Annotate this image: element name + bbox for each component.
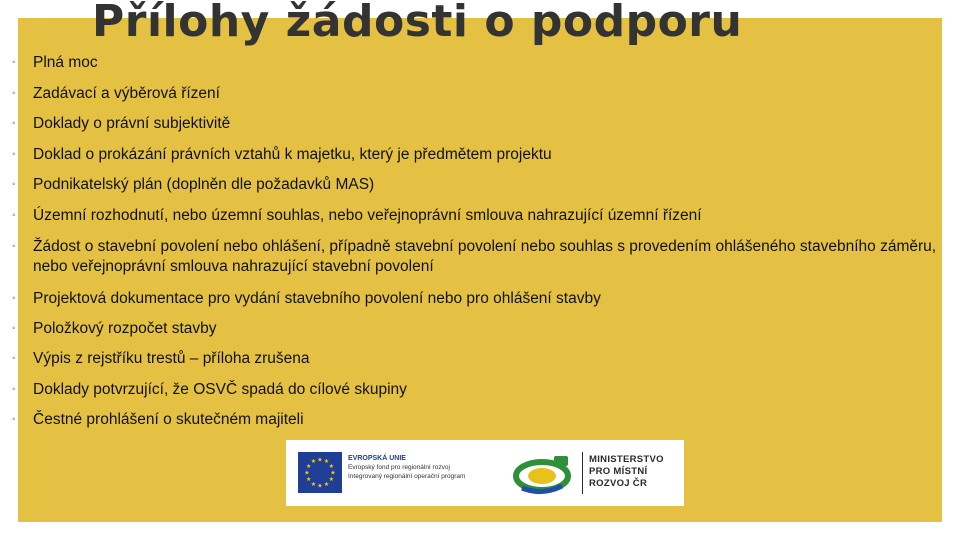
bullet-icon: ◦ [12, 241, 16, 252]
eu-star-icon: ★ [323, 481, 330, 488]
eu-star-icon: ★ [310, 481, 317, 488]
eu-logo-line: Integrovaný regionální operační program [348, 473, 466, 480]
list-item-text: Zadávací a výběrová řízení [33, 85, 220, 102]
list-item-text: Položkový rozpočet stavby [33, 320, 217, 337]
list-item-text: Výpis z rejstříku trestů – příloha zrušena [33, 350, 310, 367]
ministry-logo-line: ROZVOJ ČR [589, 478, 648, 489]
bullet-icon: ◦ [12, 118, 16, 129]
bullet-icon: ◦ [12, 210, 16, 221]
eu-logo-text [348, 454, 465, 481]
ministry-emblem-icon [512, 452, 578, 496]
eu-stars-icon [298, 452, 342, 493]
list-item-text: Doklady potvrzující, že OSVČ spadá do cílové skupiny [33, 381, 407, 398]
list-item-text: Doklady o právní subjektivitě [33, 115, 231, 132]
bullet-icon: ◦ [12, 414, 16, 425]
bullet-icon: ◦ [12, 323, 16, 334]
list-item-text: Podnikatelský plán (doplněn dle požadavků MAS) [33, 176, 375, 193]
eu-star-icon: ★ [323, 459, 330, 466]
logo-strip [286, 440, 684, 506]
ministry-logo-line: PRO MÍSTNÍ [589, 466, 648, 477]
list-item-text: Žádost o stavební povolení nebo ohlášení, případně stavební povolení nebo souhlas s provedením ohlášeného stavebního záměru, nebo veřejnoprávní smlouva nahrazující stavební povolení [33, 238, 937, 275]
slide-title: Přílohy žádosti o podporu [92, 0, 743, 47]
bullet-icon: ◦ [12, 88, 16, 99]
eu-flag-icon [298, 452, 342, 493]
bullet-icon: ◦ [12, 353, 16, 364]
eu-star-icon: ★ [328, 477, 334, 483]
eu-star-icon: ★ [310, 459, 317, 466]
bullet-icon: ◦ [12, 293, 16, 304]
bullet-icon: ◦ [12, 57, 16, 68]
list-item-text: Doklad o prokázání právních vztahů k majetku, který je předmětem projektu [33, 146, 552, 163]
eu-logo-line: EVROPSKÁ UNIE [348, 455, 406, 462]
eu-star-icon: ★ [330, 470, 336, 477]
ministry-logo-line: MINISTERSTVO [589, 454, 664, 465]
bullet-icon: ◦ [12, 384, 16, 395]
eu-star-icon: ★ [317, 457, 323, 464]
eu-star-icon: ★ [306, 477, 312, 483]
bullet-icon: ◦ [12, 179, 16, 190]
list-item-text: Projektová dokumentace pro vydání stavebního povolení nebo pro ohlášení stavby [33, 290, 601, 307]
eu-logo-line: Evropský fond pro regionální rozvoj [348, 464, 450, 471]
list-item-text: Plná moc [33, 54, 98, 71]
eu-star-icon: ★ [306, 464, 312, 470]
eu-star-icon: ★ [304, 470, 310, 477]
eu-star-icon: ★ [328, 464, 334, 470]
bullet-icon: ◦ [12, 149, 16, 160]
ministry-divider [582, 452, 583, 494]
ministry-logo-text [589, 454, 664, 490]
list-item-text: Územní rozhodnutí, nebo územní souhlas, nebo veřejnoprávní smlouva nahrazující územní řízení [33, 207, 702, 224]
eu-star-icon: ★ [317, 483, 323, 490]
list-item-text: Čestné prohlášení o skutečném majiteli [33, 411, 304, 428]
